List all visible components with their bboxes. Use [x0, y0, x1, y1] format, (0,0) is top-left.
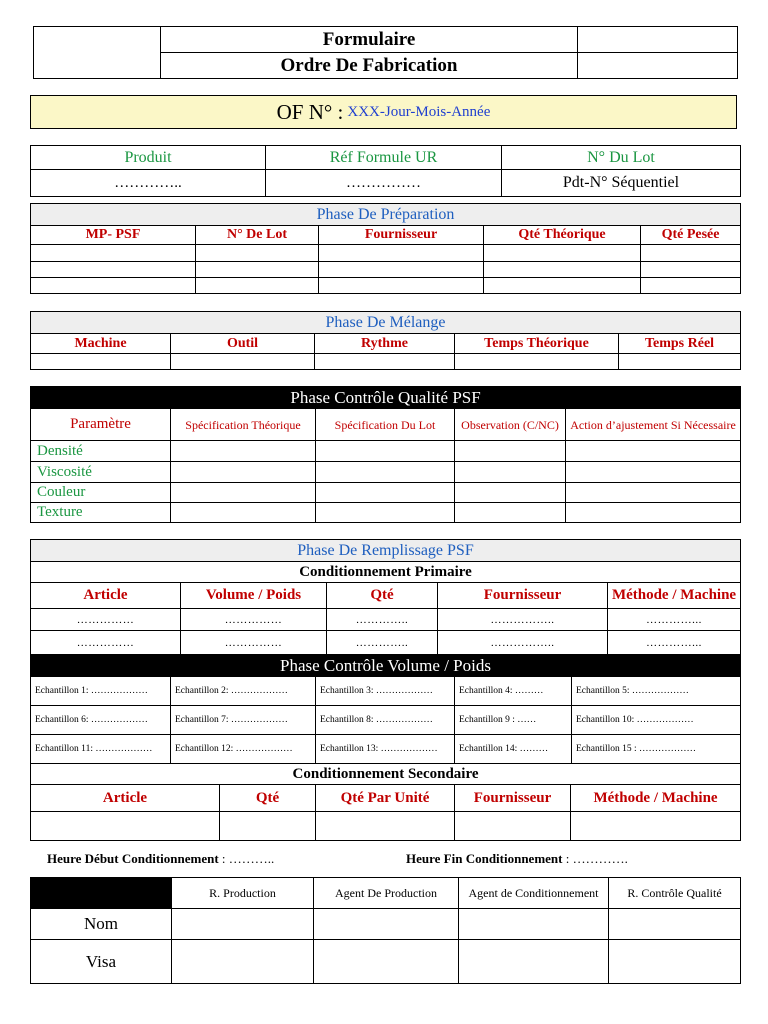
remplissage-table [30, 539, 741, 655]
cell[interactable] [172, 940, 314, 984]
controle-volume-title: Phase Contrôle Volume / Poids [31, 655, 741, 677]
table-row [31, 503, 741, 523]
table-row [31, 261, 741, 277]
echantillon-7[interactable]: Echantillon 7: ……………… [171, 706, 316, 735]
col-qte-par-unite: Qté Par Unité [316, 785, 455, 812]
cell[interactable]: …………… [181, 609, 327, 631]
col-temps-theorique: Temps Théorique [455, 334, 619, 354]
col-rythme: Rythme [315, 334, 455, 354]
cell[interactable] [619, 354, 741, 370]
col-r-production: R. Production [172, 878, 314, 909]
col-spec-theorique: Spécification Théorique [171, 409, 316, 441]
cell[interactable]: …………... [608, 609, 741, 631]
col-article: Article [31, 785, 220, 812]
cell[interactable] [220, 812, 316, 841]
cell[interactable] [455, 483, 566, 503]
form-header [33, 26, 738, 79]
cell[interactable] [196, 245, 319, 261]
col-volume-poids: Volume / Poids [181, 583, 327, 609]
table-row [31, 441, 741, 462]
secondaire-table [30, 763, 741, 841]
lot-number-value[interactable]: Pdt-N° Séquentiel [502, 170, 741, 197]
preparation-table [30, 203, 741, 294]
row-visa-label: Visa [31, 940, 172, 984]
echantillon-2[interactable]: Echantillon 2: ……………… [171, 677, 316, 706]
melange-table [30, 311, 741, 370]
cell[interactable] [31, 245, 196, 261]
produit-header: Produit [31, 146, 266, 170]
cell[interactable] [455, 503, 566, 523]
logo-cell [34, 27, 161, 79]
cell[interactable] [641, 261, 741, 277]
lot-number-header: N° Du Lot [502, 146, 741, 170]
col-parametre: Paramètre [31, 409, 171, 441]
cell[interactable] [459, 940, 609, 984]
cell[interactable] [171, 503, 316, 523]
cell[interactable]: ………….. [327, 631, 438, 655]
cell[interactable] [455, 462, 566, 483]
col-agent-production: Agent De Production [314, 878, 459, 909]
cell[interactable] [609, 909, 741, 940]
table-row [31, 735, 741, 764]
echantillon-9[interactable]: Echantillon 9 : …… [455, 706, 572, 735]
table-row [31, 462, 741, 483]
table-row [31, 245, 741, 261]
product-table [30, 145, 741, 197]
echantillon-11[interactable]: Echantillon 11: ……………… [31, 735, 171, 764]
table-row [31, 812, 741, 841]
cell[interactable] [315, 354, 455, 370]
table-row [31, 483, 741, 503]
cell[interactable]: …………….. [438, 609, 608, 631]
col-article: Article [31, 583, 181, 609]
header-right-cell [578, 27, 738, 53]
table-row [31, 277, 741, 293]
table-row [31, 631, 741, 655]
echantillon-14[interactable]: Echantillon 14: ……… [455, 735, 572, 764]
cell[interactable] [316, 483, 455, 503]
ref-formule-header: Réf Formule UR [266, 146, 502, 170]
col-action: Action d’ajustement Si Nécessaire [566, 409, 741, 441]
cell[interactable] [319, 277, 484, 293]
param-texture: Texture [31, 503, 171, 523]
cell[interactable] [31, 261, 196, 277]
echantillon-8[interactable]: Echantillon 8: ……………… [316, 706, 455, 735]
signatures-table [30, 877, 741, 984]
col-agent-conditionnement: Agent de Conditionnement [459, 878, 609, 909]
ref-formule-value[interactable]: …………… [266, 170, 502, 197]
cell[interactable] [609, 940, 741, 984]
cell[interactable] [641, 277, 741, 293]
cell[interactable] [196, 277, 319, 293]
col-qte-pesee: Qté Pesée [641, 226, 741, 245]
preparation-title: Phase De Préparation [31, 204, 741, 226]
cell[interactable] [459, 909, 609, 940]
heure-fin-value[interactable]: : …………. [562, 851, 628, 866]
cell[interactable]: …………... [608, 631, 741, 655]
cell[interactable] [641, 245, 741, 261]
table-row [31, 609, 741, 631]
heure-debut-value[interactable]: : ……….. [218, 851, 275, 866]
cell[interactable] [171, 462, 316, 483]
echantillon-12[interactable]: Echantillon 12: ……………… [171, 735, 316, 764]
cell[interactable] [571, 812, 741, 841]
col-machine: Machine [31, 334, 171, 354]
cell[interactable] [314, 909, 459, 940]
conditionnement-secondaire-title: Conditionnement Secondaire [31, 764, 741, 785]
col-fournisseur: Fournisseur [455, 785, 571, 812]
cell[interactable]: ………….. [327, 609, 438, 631]
controle-qualite-title: Phase Contrôle Qualité PSF [31, 387, 741, 409]
cell[interactable] [172, 909, 314, 940]
echantillon-15[interactable]: Echantillon 15 : ……………… [572, 735, 741, 764]
col-methode-machine: Méthode / Machine [608, 583, 741, 609]
echantillon-3[interactable]: Echantillon 3: ……………… [316, 677, 455, 706]
cell[interactable] [316, 503, 455, 523]
cell[interactable] [484, 261, 641, 277]
table-row [31, 677, 741, 706]
cell[interactable] [319, 261, 484, 277]
table-row [31, 940, 741, 984]
cell[interactable] [455, 812, 571, 841]
echantillon-1[interactable]: Echantillon 1: ……………… [31, 677, 171, 706]
echantillon-4[interactable]: Echantillon 4: ……… [455, 677, 572, 706]
cell[interactable]: …………… [31, 609, 181, 631]
form-title: Formulaire [161, 27, 578, 53]
heure-fin-label: Heure Fin Conditionnement [406, 851, 563, 866]
heure-fin [406, 851, 628, 867]
cell[interactable] [319, 245, 484, 261]
col-fournisseur: Fournisseur [319, 226, 484, 245]
remplissage-title: Phase De Remplissage PSF [31, 540, 741, 562]
param-couleur: Couleur [31, 483, 171, 503]
cell[interactable] [196, 261, 319, 277]
signatures-corner [31, 878, 172, 909]
col-lot: N° De Lot [196, 226, 319, 245]
cell[interactable] [31, 812, 220, 841]
table-row [31, 706, 741, 735]
col-qte-theorique: Qté Théorique [484, 226, 641, 245]
header-right-cell [578, 53, 738, 79]
cell[interactable] [484, 277, 641, 293]
col-fournisseur: Fournisseur [438, 583, 608, 609]
cell[interactable] [314, 940, 459, 984]
col-methode-machine: Méthode / Machine [571, 785, 741, 812]
echantillon-13[interactable]: Echantillon 13: ……………… [316, 735, 455, 764]
echantillon-10[interactable]: Echantillon 10: ……………… [572, 706, 741, 735]
col-qte: Qté [327, 583, 438, 609]
col-outil: Outil [171, 334, 315, 354]
cell[interactable] [316, 441, 455, 462]
of-label: OF N° : [276, 99, 344, 124]
row-nom-label: Nom [31, 909, 172, 940]
col-mp-psf: MP- PSF [31, 226, 196, 245]
cell[interactable] [171, 441, 316, 462]
echantillon-5[interactable]: Echantillon 5: ……………… [572, 677, 741, 706]
param-viscosite: Viscosité [31, 462, 171, 483]
of-value[interactable]: XXX-Jour-Mois-Année [347, 103, 491, 120]
table-row [31, 354, 741, 370]
cell[interactable] [455, 441, 566, 462]
param-densite: Densité [31, 441, 171, 462]
conditionnement-primaire-title: Conditionnement Primaire [31, 562, 741, 583]
cell[interactable] [566, 503, 741, 523]
col-qte: Qté [220, 785, 316, 812]
of-number-bar [30, 95, 737, 129]
cell[interactable]: …………….. [438, 631, 608, 655]
cell[interactable] [316, 462, 455, 483]
controle-qualite-table [30, 386, 741, 523]
col-temps-reel: Temps Réel [619, 334, 741, 354]
table-row [31, 909, 741, 940]
cell[interactable] [171, 354, 315, 370]
cell[interactable] [566, 483, 741, 503]
produit-value[interactable]: ………….. [31, 170, 266, 197]
cell[interactable] [566, 462, 741, 483]
cell[interactable] [566, 441, 741, 462]
col-spec-lot: Spécification Du Lot [316, 409, 455, 441]
col-observation: Observation (C/NC) [455, 409, 566, 441]
cell[interactable]: …………… [181, 631, 327, 655]
form-subtitle: Ordre De Fabrication [161, 53, 578, 79]
cell[interactable] [455, 354, 619, 370]
melange-title: Phase De Mélange [31, 312, 741, 334]
heure-debut-label: Heure Début Conditionnement [47, 851, 219, 866]
cell[interactable] [171, 483, 316, 503]
cell[interactable]: …………… [31, 631, 181, 655]
controle-volume-table [30, 654, 741, 764]
cell[interactable] [31, 277, 196, 293]
echantillon-6[interactable]: Echantillon 6: ……………… [31, 706, 171, 735]
cell[interactable] [484, 245, 641, 261]
heure-debut [47, 851, 274, 867]
cell[interactable] [316, 812, 455, 841]
cell[interactable] [31, 354, 171, 370]
col-r-controle-qualite: R. Contrôle Qualité [609, 878, 741, 909]
